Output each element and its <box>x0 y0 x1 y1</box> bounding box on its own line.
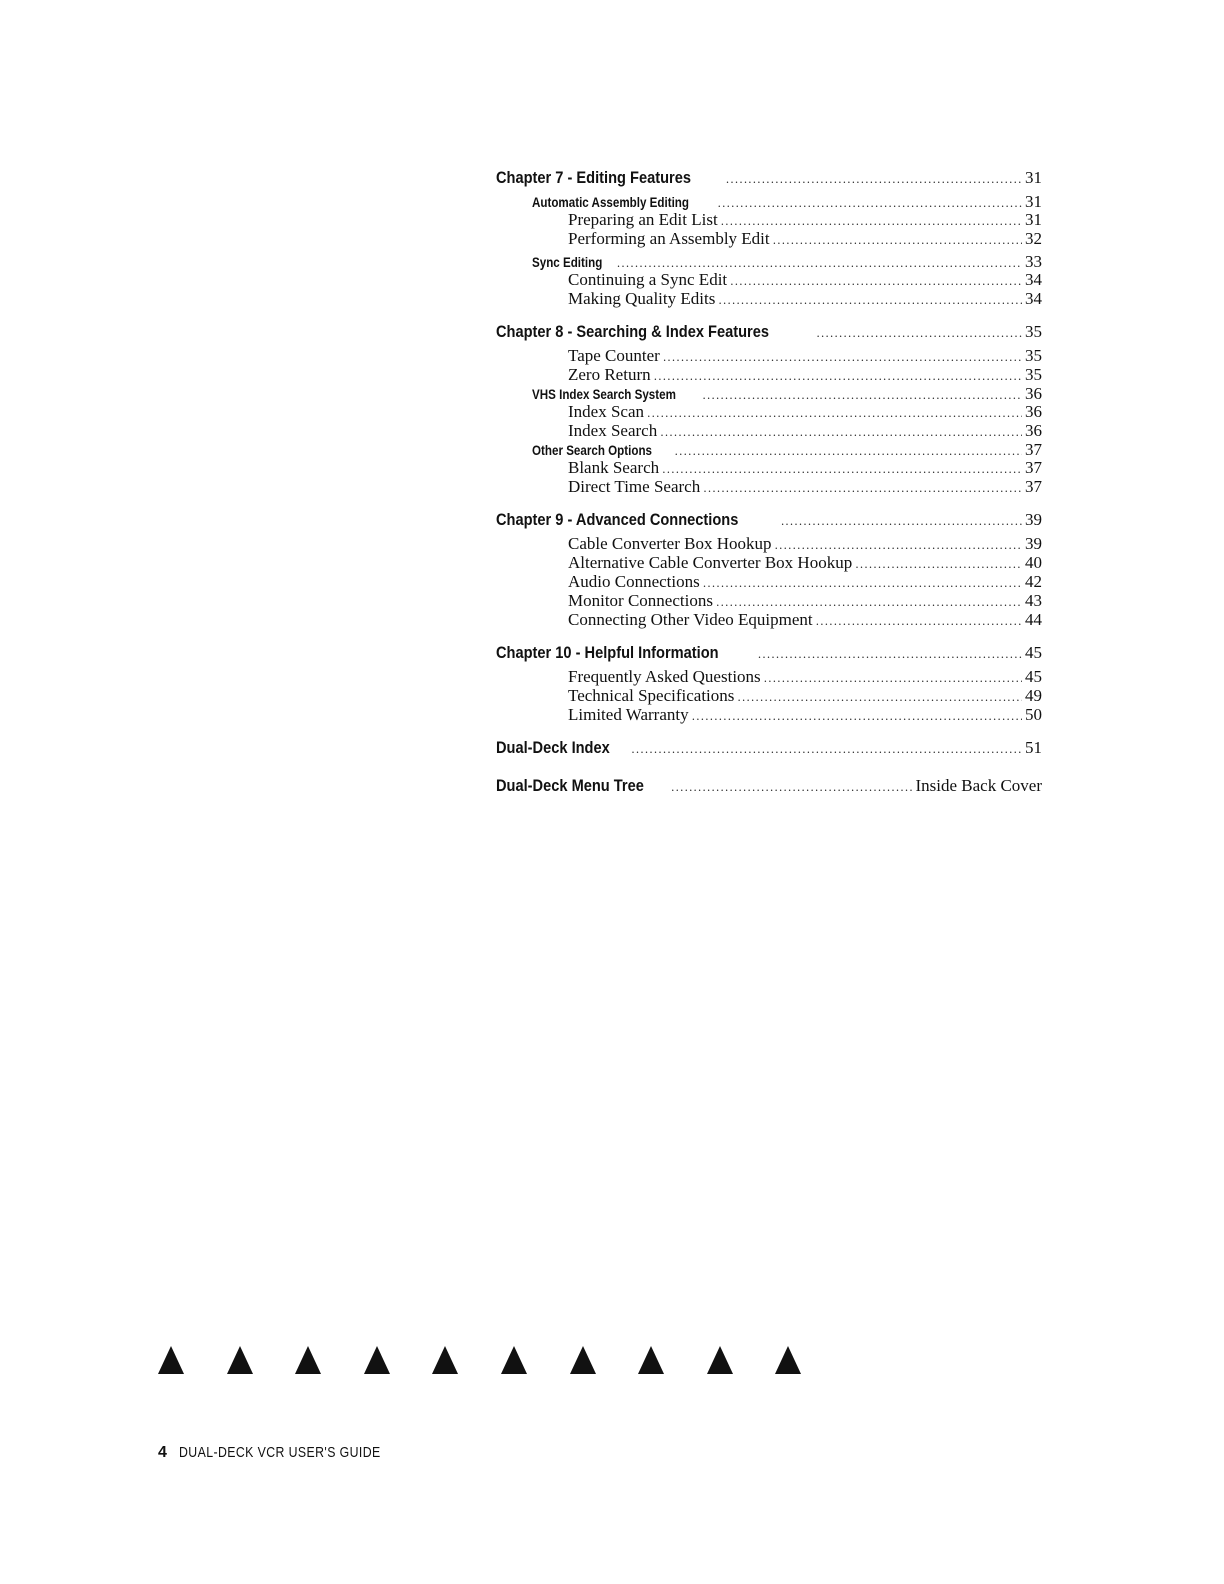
dot-leader <box>764 672 1022 685</box>
toc-page-number: 35 <box>1025 322 1042 341</box>
toc-item-monitor-connections[interactable] <box>496 591 1042 610</box>
dot-leader <box>617 257 1022 270</box>
toc-page-number: 37 <box>1025 440 1042 459</box>
toc-page-number: 43 <box>1025 591 1042 610</box>
toc-entry-title: Audio Connections <box>568 572 700 591</box>
triangle-icon <box>295 1346 321 1374</box>
toc-page-number: 31 <box>1025 210 1042 229</box>
toc-entry-title: Technical Specifications <box>568 686 735 705</box>
dot-leader <box>716 596 1022 609</box>
toc-item-tape-counter[interactable] <box>496 346 1042 365</box>
page-number: 4 <box>158 1444 168 1461</box>
dot-leader <box>703 577 1022 590</box>
toc-page-number: 32 <box>1025 229 1042 248</box>
toc-chapter-7[interactable] <box>496 168 1042 192</box>
toc-entry-title: Limited Warranty <box>568 705 689 724</box>
toc-section-automatic-assembly-editing[interactable] <box>496 192 1042 210</box>
dot-leader <box>660 426 1022 439</box>
toc-page-number: 31 <box>1025 168 1042 187</box>
toc-item-index-scan[interactable] <box>496 402 1042 421</box>
toc-item-technical-specifications[interactable] <box>496 686 1042 705</box>
toc-page-number: 44 <box>1025 610 1042 629</box>
dot-leader <box>775 539 1023 552</box>
triangle-icon <box>432 1346 458 1374</box>
toc-entry-title: Chapter 8 - Searching & Index Features <box>496 322 769 341</box>
dot-leader <box>654 370 1022 383</box>
toc-item-continuing-sync-edit[interactable] <box>496 270 1042 289</box>
triangle-icon <box>158 1346 184 1374</box>
toc-item-making-quality-edits[interactable] <box>496 289 1042 308</box>
toc-entry-title: Dual-Deck Menu Tree <box>496 776 644 795</box>
dot-leader <box>773 234 1022 247</box>
toc-page-number: 39 <box>1025 534 1042 553</box>
dot-leader <box>758 648 1022 661</box>
toc-page-number: 45 <box>1025 643 1042 662</box>
toc-page-number: 39 <box>1025 510 1042 529</box>
toc-page-number: 42 <box>1025 572 1042 591</box>
dot-leader <box>702 389 1022 402</box>
toc-entry-title: Making Quality Edits <box>568 289 716 308</box>
dot-leader <box>703 482 1022 495</box>
triangle-icon <box>364 1346 390 1374</box>
dot-leader <box>675 445 1022 458</box>
toc-item-limited-warranty[interactable] <box>496 705 1042 724</box>
toc-item-zero-return[interactable] <box>496 365 1042 384</box>
toc-page-number: 50 <box>1025 705 1042 724</box>
toc-page-number: 36 <box>1025 421 1042 440</box>
toc-entry-title: Chapter 9 - Advanced Connections <box>496 510 739 529</box>
toc-entry-title: Dual-Deck Index <box>496 738 610 757</box>
toc-item-blank-search[interactable] <box>496 458 1042 477</box>
toc-item-direct-time-search[interactable] <box>496 477 1042 496</box>
toc-page-number: 35 <box>1025 346 1042 365</box>
toc-entry-title: Zero Return <box>568 365 651 384</box>
toc-section-vhs-index-search[interactable] <box>496 384 1042 402</box>
toc-page-number: 51 <box>1025 738 1042 757</box>
toc-page-number: 34 <box>1025 270 1042 289</box>
triangle-icon <box>707 1346 733 1374</box>
triangle-icon <box>775 1346 801 1374</box>
toc-page-number: 33 <box>1025 252 1042 271</box>
toc-entry-title: Sync Editing <box>532 255 603 270</box>
toc-entry-title: Connecting Other Video Equipment <box>568 610 813 629</box>
triangle-icon <box>570 1346 596 1374</box>
dot-leader <box>663 351 1022 364</box>
dot-leader <box>726 173 1022 186</box>
dot-leader <box>671 781 913 794</box>
dot-leader <box>718 294 1022 307</box>
toc-entry-title: VHS Index Search System <box>532 387 676 402</box>
toc-chapter-8[interactable] <box>496 322 1042 346</box>
toc-entry-title: Automatic Assembly Editing <box>532 195 689 210</box>
toc-entry-title: Frequently Asked Questions <box>568 667 761 686</box>
triangle-icon <box>501 1346 527 1374</box>
toc-item-audio-connections[interactable] <box>496 572 1042 591</box>
dot-leader <box>816 615 1022 628</box>
dot-leader <box>737 691 1022 704</box>
toc-page-number: 36 <box>1025 384 1042 403</box>
toc-page-number: 49 <box>1025 686 1042 705</box>
dot-leader <box>721 215 1022 228</box>
toc-entry-title: Cable Converter Box Hookup <box>568 534 772 553</box>
toc-entry-title: Chapter 7 - Editing Features <box>496 168 691 187</box>
toc-dual-deck-menu-tree[interactable] <box>496 776 1042 800</box>
toc-page-number: 45 <box>1025 667 1042 686</box>
toc-page-number: 36 <box>1025 402 1042 421</box>
table-of-contents <box>496 168 1042 800</box>
page-footer <box>158 1444 425 1462</box>
dot-leader <box>855 558 1022 571</box>
toc-item-faq[interactable] <box>496 667 1042 686</box>
triangle-decoration-row <box>158 1346 808 1386</box>
toc-entry-title: Index Scan <box>568 402 645 421</box>
toc-entry-title: Alternative Cable Converter Box Hookup <box>568 553 853 572</box>
dot-leader <box>730 275 1022 288</box>
toc-entry-title: Monitor Connections <box>568 591 713 610</box>
toc-item-alternative-cable-hookup[interactable] <box>496 553 1042 572</box>
toc-entry-title: Direct Time Search <box>568 477 701 496</box>
toc-entry-title: Chapter 10 - Helpful Information <box>496 643 719 662</box>
toc-page-number: 34 <box>1025 289 1042 308</box>
toc-page-number: 37 <box>1025 477 1042 496</box>
toc-entry-title: Performing an Assembly Edit <box>568 229 770 248</box>
toc-item-preparing-edit-list[interactable] <box>496 210 1042 229</box>
toc-section-sync-editing[interactable] <box>496 252 1042 270</box>
toc-page-number: 40 <box>1025 553 1042 572</box>
toc-page-number: 37 <box>1025 458 1042 477</box>
toc-section-other-search-options[interactable] <box>496 440 1042 458</box>
dot-leader <box>662 463 1022 476</box>
dot-leader <box>692 710 1022 723</box>
toc-entry-title: Preparing an Edit List <box>568 210 718 229</box>
dot-leader <box>781 515 1022 528</box>
triangle-icon <box>227 1346 253 1374</box>
toc-item-performing-assembly-edit[interactable] <box>496 229 1042 248</box>
dot-leader <box>816 327 1022 340</box>
toc-item-connecting-other-video[interactable] <box>496 610 1042 629</box>
toc-page-number: 35 <box>1025 365 1042 384</box>
toc-page-number: Inside Back Cover <box>915 776 1042 795</box>
toc-chapter-10[interactable] <box>496 643 1042 667</box>
dot-leader <box>647 407 1022 420</box>
toc-item-index-search[interactable] <box>496 421 1042 440</box>
dot-leader <box>631 743 1022 756</box>
dot-leader <box>718 197 1022 210</box>
toc-entry-title: Tape Counter <box>568 346 660 365</box>
toc-chapter-9[interactable] <box>496 510 1042 534</box>
toc-entry-title: Blank Search <box>568 458 660 477</box>
triangle-icon <box>638 1346 664 1374</box>
guide-title: DUAL-DECK VCR USER'S GUIDE <box>179 1444 382 1461</box>
toc-entry-title: Index Search <box>568 421 658 440</box>
toc-dual-deck-index[interactable] <box>496 738 1042 762</box>
toc-item-cable-converter-hookup[interactable] <box>496 534 1042 553</box>
toc-page-number: 31 <box>1025 192 1042 211</box>
toc-entry-title: Continuing a Sync Edit <box>568 270 728 289</box>
toc-entry-title: Other Search Options <box>532 443 652 458</box>
